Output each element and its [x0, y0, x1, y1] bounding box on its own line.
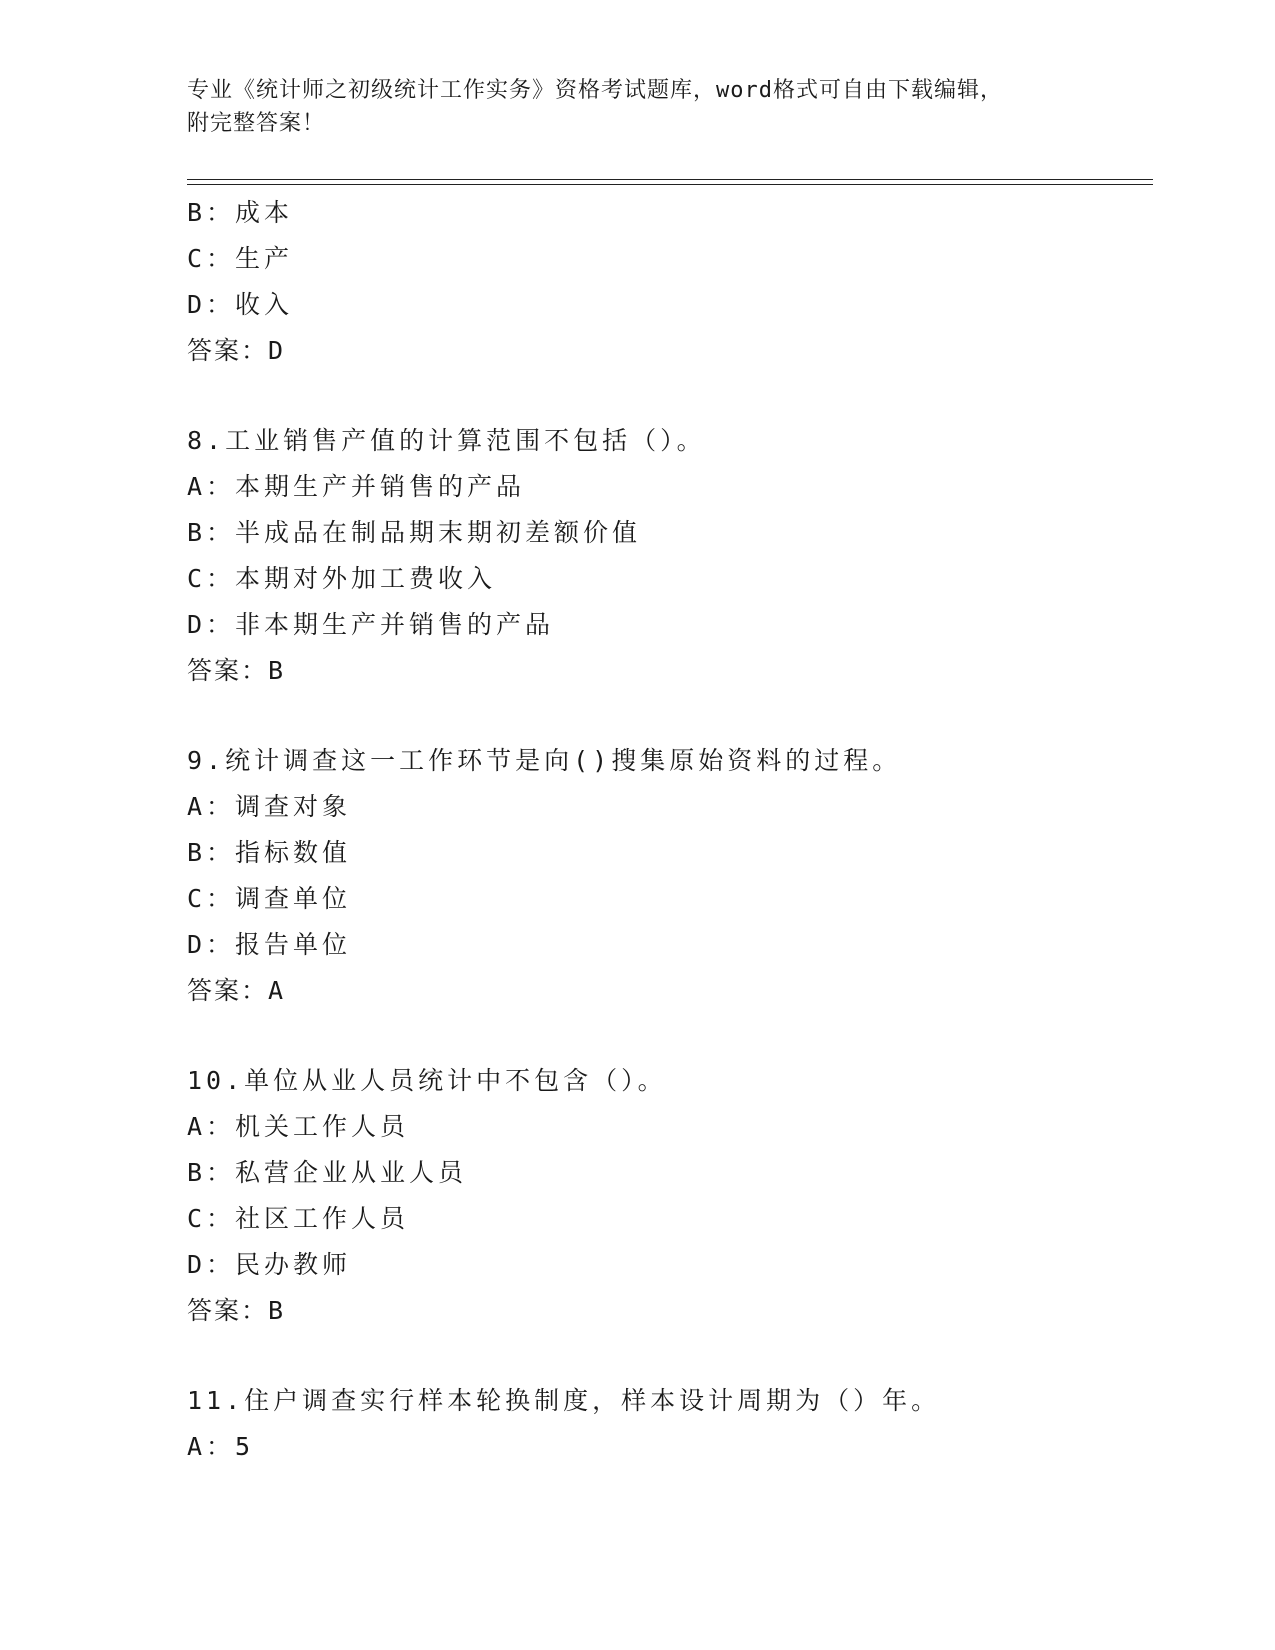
header-divider-bottom	[187, 184, 1153, 185]
option-b: B：指标数值	[187, 838, 352, 867]
question-stem: 10.单位从业人员统计中不包含（）。	[187, 1066, 667, 1095]
option-d: D：报告单位	[187, 930, 352, 959]
question-9	[187, 738, 1147, 1014]
option-b: B：私营企业从业人员	[187, 1158, 468, 1187]
header-line-2: 附完整答案！	[187, 111, 326, 136]
option-c: C：调查单位	[187, 884, 352, 913]
question-list	[187, 190, 1147, 1470]
option-b: B：半成品在制品期末期初差额价值	[187, 518, 642, 547]
question-stem: 8.工业销售产值的计算范围不包括（）。	[187, 426, 706, 455]
question-stem: 11.住户调查实行样本轮换制度，样本设计周期为（）年。	[187, 1386, 941, 1415]
question-10	[187, 1058, 1147, 1334]
answer-line: 答案：D	[187, 336, 286, 365]
answer-line: 答案：B	[187, 656, 286, 685]
question-7-continued	[187, 190, 1147, 374]
option-a: A：机关工作人员	[187, 1112, 410, 1141]
option-d: D：非本期生产并销售的产品	[187, 610, 555, 639]
option-a: A：调查对象	[187, 792, 352, 821]
option-d: D：民办教师	[187, 1250, 352, 1279]
answer-line: 答案：B	[187, 1296, 286, 1325]
option-a: A：5	[187, 1432, 255, 1461]
option-c: C：生产	[187, 244, 294, 273]
option-b: B：成本	[187, 198, 294, 227]
header-line-1: 专业《统计师之初级统计工作实务》资格考试题库，word格式可自由下载编辑，	[187, 78, 1003, 103]
answer-line: 答案：A	[187, 976, 286, 1005]
question-11	[187, 1378, 1147, 1470]
option-a: A：本期生产并销售的产品	[187, 472, 526, 501]
question-stem: 9.统计调查这一工作环节是向()搜集原始资料的过程。	[187, 746, 902, 775]
header-divider-top	[187, 179, 1153, 180]
document-header	[187, 74, 1147, 140]
option-c: C：社区工作人员	[187, 1204, 410, 1233]
question-8	[187, 418, 1147, 694]
option-c: C：本期对外加工费收入	[187, 564, 497, 593]
option-d: D：收入	[187, 290, 294, 319]
